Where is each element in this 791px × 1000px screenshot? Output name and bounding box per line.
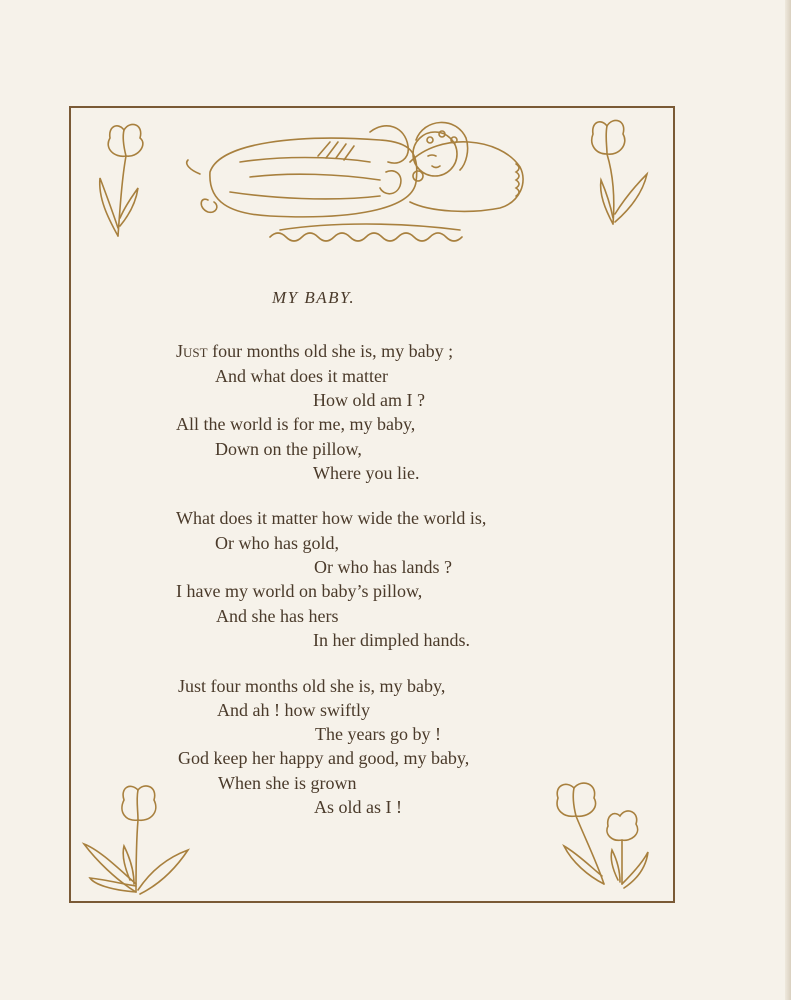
poem-line: And she has hers xyxy=(216,606,339,626)
poem-line: The years go by ! xyxy=(315,724,441,744)
poem-line: All the world is for me, my baby, xyxy=(176,414,416,434)
line-text: four months old she is, my baby ; xyxy=(207,341,454,361)
tulip-illustration-bottom-right xyxy=(548,776,663,896)
tulip-illustration-top-right xyxy=(585,114,655,234)
poem-line: And what does it matter xyxy=(215,366,388,386)
poem-title: MY BABY. xyxy=(272,288,356,307)
poem-line: In her dimpled hands. xyxy=(313,630,470,650)
poem-line: Where you lie. xyxy=(313,463,420,483)
poem-line: How old am I ? xyxy=(313,390,425,410)
poem-line: And ah ! how swiftly xyxy=(217,700,370,720)
poem-line xyxy=(176,340,453,362)
poem-line: God keep her happy and good, my baby, xyxy=(178,748,470,768)
poem-line: When she is grown xyxy=(218,773,357,793)
drop-word: Just xyxy=(176,341,208,361)
tulip-illustration-top-left xyxy=(90,118,160,243)
sleeping-baby-illustration xyxy=(180,112,530,252)
poem-line: Down on the pillow, xyxy=(215,439,362,459)
poem-line: Just four months old she is, my baby, xyxy=(178,676,446,696)
tulip-illustration-bottom-left xyxy=(80,780,195,900)
page-edge xyxy=(785,0,791,1000)
poem-line: As old as I ! xyxy=(314,797,402,817)
poem-line: I have my world on baby’s pillow, xyxy=(176,581,423,601)
poem-line: Or who has lands ? xyxy=(314,557,452,577)
poem-line: Or who has gold, xyxy=(215,533,339,553)
poem-line: What does it matter how wide the world is, xyxy=(176,508,487,528)
